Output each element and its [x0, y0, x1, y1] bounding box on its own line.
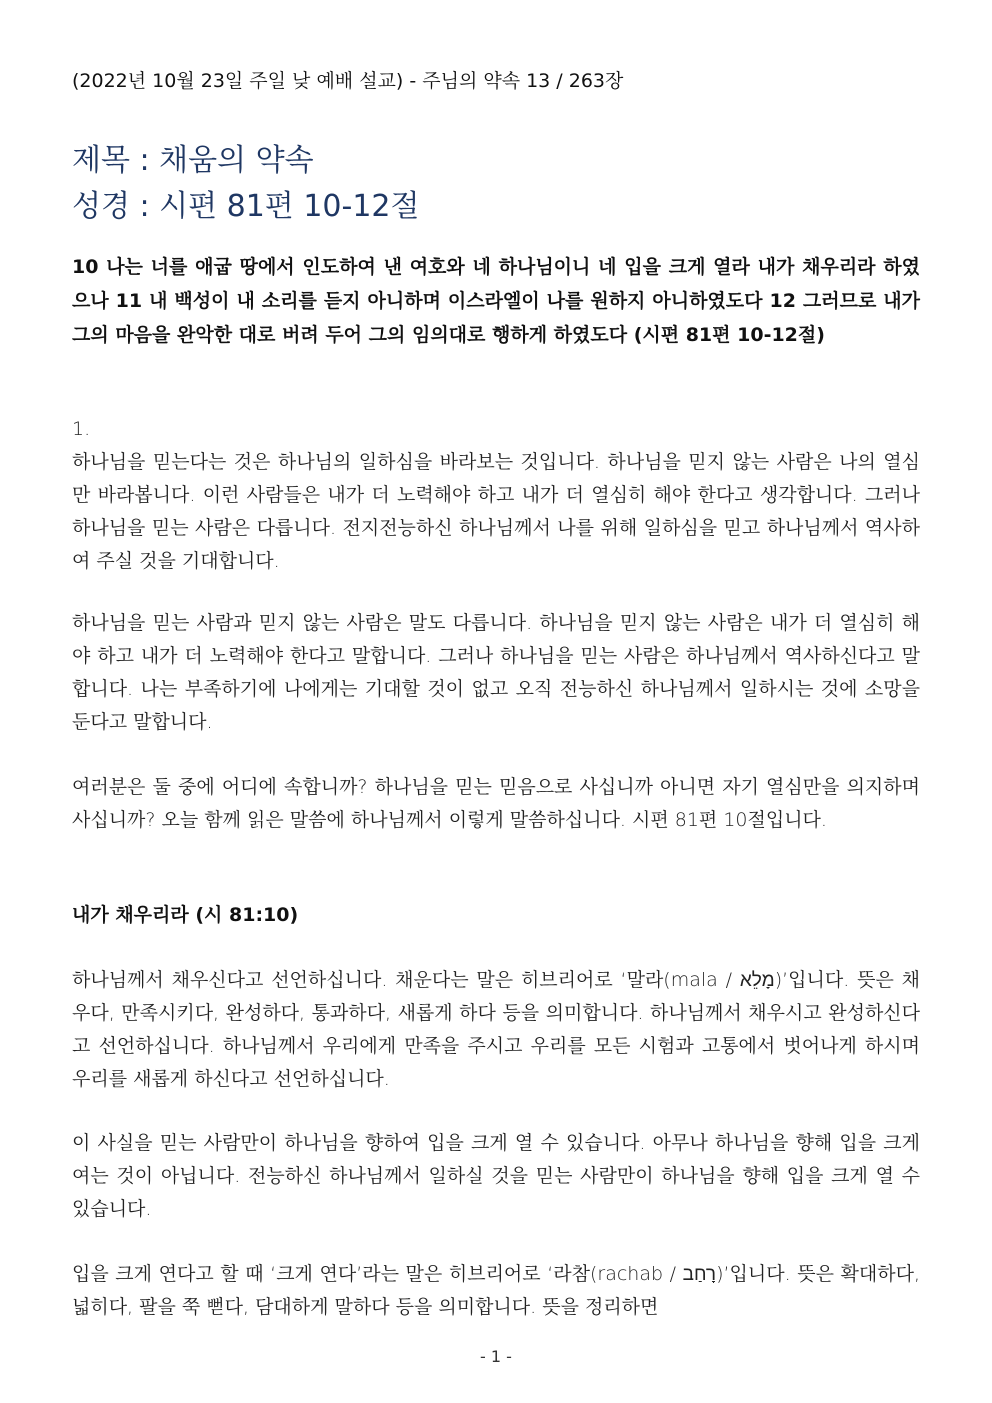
scripture-passage: 10 나는 너를 애굽 땅에서 인도하여 낸 여호와 네 하나님이니 네 입을 크게 열라 내가 채우리라 하였으나 11 내 백성이 내 소리를 듣지 아니하며 이스라엘이 나를 원하지 아니하였도다 12 그러므로 내가 그의 마음을 완악한 대로 버려 두어 그의 임의대로 행하게 하였도다 (시편 81편 10-12절): [72, 256, 920, 346]
section-number: 1.: [72, 418, 91, 440]
sermon-title: 제목 : 채움의 약속: [72, 143, 314, 178]
scripture-reference: 성경 : 시편 81편 10-12절: [72, 189, 420, 224]
title-block: [72, 138, 419, 230]
paragraph: 하나님을 믿는 사람과 믿지 않는 사람은 말도 다릅니다. 하나님을 믿지 않는 사람은 내가 더 열심히 해야 하고 내가 더 노력해야 한다고 말합니다. 그러나 하나님을 믿는 사람은 하나님께서 역사하신다고 말합니다. 나는 부족하기에 나에게는 기대할 것이 없고 오직 전능하신 하나님께서 일하시는 것에 소망을 둔다고 말합니다.: [72, 612, 920, 733]
page-number: - 1 -: [480, 1347, 512, 1366]
sermon-header: (2022년 10월 23일 주일 낮 예배 설교) - 주님의 약속 13 / 263장: [72, 70, 624, 92]
paragraph: 이 사실을 믿는 사람만이 하나님을 향하여 입을 크게 열 수 있습니다. 아무나 하나님을 향해 입을 크게 여는 것이 아닙니다. 전능하신 하나님께서 일하실 것을 믿는 사람만이 하나님을 향해 입을 크게 열 수 있습니다.: [72, 1132, 920, 1220]
paragraph: 입을 크게 연다고 할 때 ‘크게 연다’라는 말은 히브리어로 ‘라참(rachab / רָחַב)’입니다. 뜻은 확대하다, 넓히다, 팔을 쭉 뻗다, 담대하게 말하다 등을 의미합니다. 뜻을 정리하면: [72, 1263, 921, 1318]
paragraph: 하나님께서 채우신다고 선언하십니다. 채운다는 말은 히브리어로 ‘말라(mala / מָלֵא)’입니다. 뜻은 채우다, 만족시키다, 완성하다, 통과하다, 새롭게 하다 등을 의미합니다. 하나님께서 채우시고 완성하신다고 선언하십니다. 하나님께서 우리에게 만족을 주시고 우리를 모든 시험과 고통에서 벗어나게 하시며 우리를 새롭게 하신다고 선언하십니다.: [72, 969, 920, 1090]
section-subheading: 내가 채우리라 (시 81:10): [72, 904, 299, 926]
paragraph: 여러분은 둘 중에 어디에 속합니까? 하나님을 믿는 믿음으로 사십니까 아니면 자기 열심만을 의지하며 사십니까? 오늘 함께 읽은 말씀에 하나님께서 이렇게 말씀하십니다. 시편 81편 10절입니다.: [72, 776, 920, 831]
paragraph: 하나님을 믿는다는 것은 하나님의 일하심을 바라보는 것입니다. 하나님을 믿지 않는 사람은 나의 열심만 바라봅니다. 이런 사람들은 내가 더 노력해야 하고 내가 더 열심히 해야 한다고 생각합니다. 그러나 하나님을 믿는 사람은 다릅니다. 전지전능하신 하나님께서 나를 위해 일하심을 믿고 하나님께서 역사하여 주실 것을 기대합니다.: [72, 451, 920, 572]
